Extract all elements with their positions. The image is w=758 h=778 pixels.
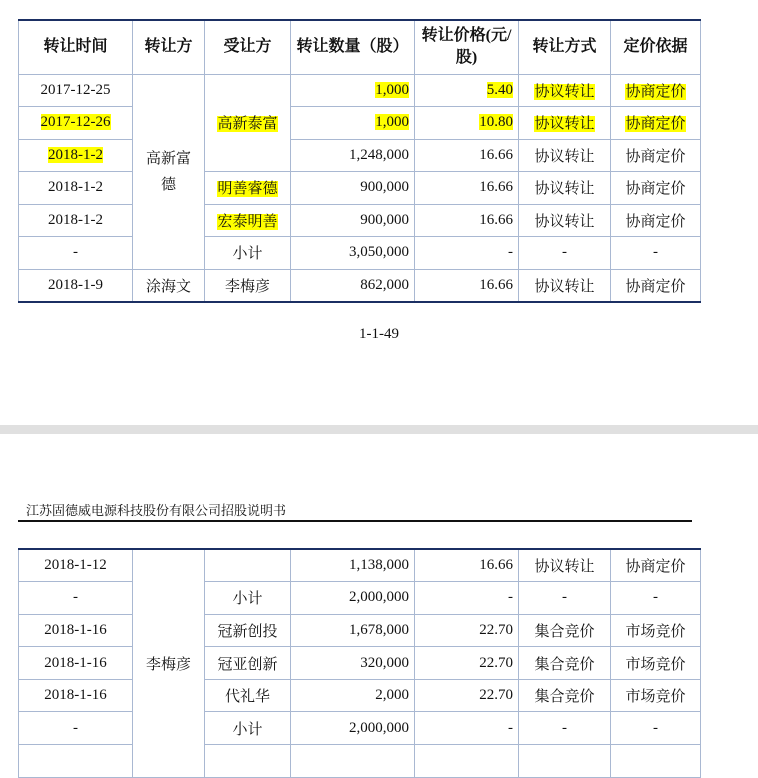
table-row xyxy=(19,139,701,172)
cell-basis: 市场竞价 xyxy=(611,647,701,680)
cell-method: 集合竞价 xyxy=(519,647,611,680)
cell-transferee: 代礼华 xyxy=(205,679,291,712)
cell-price: 16.66 xyxy=(415,549,519,582)
transferee-name: 明善睿德 xyxy=(217,181,278,198)
cell-quantity xyxy=(291,74,415,107)
table-row xyxy=(19,204,701,237)
cell-quantity: 2,000 xyxy=(291,679,415,712)
cell-transferee: 李梅彦 xyxy=(205,269,291,302)
cell-date xyxy=(19,139,133,172)
cell-date xyxy=(19,745,133,778)
quantity-value: 1,000 xyxy=(375,81,409,98)
cell-quantity: 3,050,000 xyxy=(291,237,415,270)
table-row xyxy=(19,74,701,107)
cell-date: - xyxy=(19,582,133,615)
cell-basis: 市场竞价 xyxy=(611,679,701,712)
cell-price: - xyxy=(415,237,519,270)
cell-transferor: 涂海文 xyxy=(133,269,205,302)
price-value: 5.40 xyxy=(486,81,513,98)
cell-basis: - xyxy=(611,582,701,615)
cell-price xyxy=(415,745,519,778)
header-rule xyxy=(18,520,692,522)
cell-transferee: 冠亚创新 xyxy=(205,647,291,680)
cell-transferee-group xyxy=(205,74,291,172)
cell-method xyxy=(519,107,611,140)
cell-price: 22.70 xyxy=(415,614,519,647)
cell-transferee xyxy=(205,549,291,582)
document-running-title: 江苏固德威电源科技股份有限公司招股说明书 xyxy=(26,504,287,519)
cell-price xyxy=(415,74,519,107)
table-row-partial xyxy=(19,745,701,778)
cell-subtotal-label: 小计 xyxy=(205,712,291,745)
cell-method: - xyxy=(519,237,611,270)
cell-quantity: 2,000,000 xyxy=(291,582,415,615)
subtotal-row xyxy=(19,712,701,745)
cell-quantity xyxy=(291,745,415,778)
cell-method: 协议转让 xyxy=(519,172,611,205)
cell-date: 2018-1-2 xyxy=(19,172,133,205)
cell-quantity: 900,000 xyxy=(291,204,415,237)
transferor-name: 高新富德 xyxy=(145,150,191,193)
cell-quantity: 1,678,000 xyxy=(291,614,415,647)
basis-value: 协商定价 xyxy=(625,116,686,133)
table-row xyxy=(19,172,701,205)
date-value: 2017-12-26 xyxy=(40,114,111,131)
cell-date: - xyxy=(19,712,133,745)
cell-price: 16.66 xyxy=(415,172,519,205)
header-transferor: 转让方 xyxy=(133,20,205,74)
table-header-row xyxy=(19,20,701,74)
header-quantity: 转让数量（股） xyxy=(291,20,415,74)
cell-quantity: 320,000 xyxy=(291,647,415,680)
transferor-name: 李梅彦 xyxy=(145,656,191,673)
cell-price xyxy=(415,107,519,140)
page-number: 1-1-49 xyxy=(359,326,399,342)
header-pricing-basis: 定价依据 xyxy=(611,20,701,74)
cell-basis: - xyxy=(611,712,701,745)
cell-transferee: 冠新创投 xyxy=(205,614,291,647)
cell-price: 22.70 xyxy=(415,679,519,712)
header-price: 转让价格(元/股) xyxy=(415,20,519,74)
cell-method: - xyxy=(519,582,611,615)
cell-price: - xyxy=(415,712,519,745)
cell-basis: 协商定价 xyxy=(611,172,701,205)
cell-method: 协议转让 xyxy=(519,139,611,172)
cell-price: 22.70 xyxy=(415,647,519,680)
cell-basis: - xyxy=(611,237,701,270)
cell-quantity: 1,138,000 xyxy=(291,549,415,582)
cell-basis: 协商定价 xyxy=(611,269,701,302)
cell-quantity: 862,000 xyxy=(291,269,415,302)
cell-transferee xyxy=(205,172,291,205)
share-transfer-table-continued xyxy=(18,548,701,778)
table-row xyxy=(19,107,701,140)
header-transfer-date: 转让时间 xyxy=(19,20,133,74)
cell-method xyxy=(519,74,611,107)
cell-method: - xyxy=(519,712,611,745)
table-row xyxy=(19,549,701,582)
table-row xyxy=(19,679,701,712)
cell-date: 2018-1-16 xyxy=(19,614,133,647)
subtotal-row xyxy=(19,582,701,615)
cell-quantity: 1,248,000 xyxy=(291,139,415,172)
cell-basis: 协商定价 xyxy=(611,204,701,237)
cell-transferor-group xyxy=(133,549,205,777)
cell-transferor-group xyxy=(133,74,205,269)
cell-date xyxy=(19,107,133,140)
page-2 xyxy=(0,434,758,756)
cell-date: 2018-1-16 xyxy=(19,679,133,712)
cell-date: 2018-1-16 xyxy=(19,647,133,680)
cell-quantity: 2,000,000 xyxy=(291,712,415,745)
subtotal-row xyxy=(19,237,701,270)
cell-subtotal-label: 小计 xyxy=(205,237,291,270)
cell-method: 集合竞价 xyxy=(519,679,611,712)
quantity-value: 1,000 xyxy=(375,114,409,131)
cell-method: 协议转让 xyxy=(519,204,611,237)
cell-transferee xyxy=(205,745,291,778)
cell-basis xyxy=(611,745,701,778)
cell-transferee xyxy=(205,204,291,237)
header-method: 转让方式 xyxy=(519,20,611,74)
price-value: 10.80 xyxy=(479,114,513,131)
table-row xyxy=(19,647,701,680)
cell-quantity xyxy=(291,107,415,140)
cell-date: 2017-12-25 xyxy=(19,74,133,107)
cell-date: 2018-1-12 xyxy=(19,549,133,582)
page-separator xyxy=(0,425,758,434)
cell-method: 协议转让 xyxy=(519,269,611,302)
date-value: 2018-1-2 xyxy=(48,146,103,163)
share-transfer-table xyxy=(18,19,701,303)
cell-price: 16.66 xyxy=(415,269,519,302)
cell-basis xyxy=(611,107,701,140)
cell-date: - xyxy=(19,237,133,270)
method-value: 协议转让 xyxy=(534,116,595,133)
cell-basis: 协商定价 xyxy=(611,549,701,582)
table-row xyxy=(19,269,701,302)
cell-price: - xyxy=(415,582,519,615)
method-value: 协议转让 xyxy=(534,83,595,100)
cell-date: 2018-1-2 xyxy=(19,204,133,237)
cell-basis xyxy=(611,74,701,107)
cell-method xyxy=(519,745,611,778)
cell-price: 16.66 xyxy=(415,139,519,172)
cell-quantity: 900,000 xyxy=(291,172,415,205)
cell-basis: 市场竞价 xyxy=(611,614,701,647)
transferee-name: 宏泰明善 xyxy=(217,213,278,230)
cell-method: 集合竞价 xyxy=(519,614,611,647)
cell-method: 协议转让 xyxy=(519,549,611,582)
header-transferee: 受让方 xyxy=(205,20,291,74)
cell-date: 2018-1-9 xyxy=(19,269,133,302)
cell-price: 16.66 xyxy=(415,204,519,237)
basis-value: 协商定价 xyxy=(625,83,686,100)
cell-basis: 协商定价 xyxy=(611,139,701,172)
table-row xyxy=(19,614,701,647)
transferee-name: 高新泰富 xyxy=(217,116,278,133)
cell-subtotal-label: 小计 xyxy=(205,582,291,615)
